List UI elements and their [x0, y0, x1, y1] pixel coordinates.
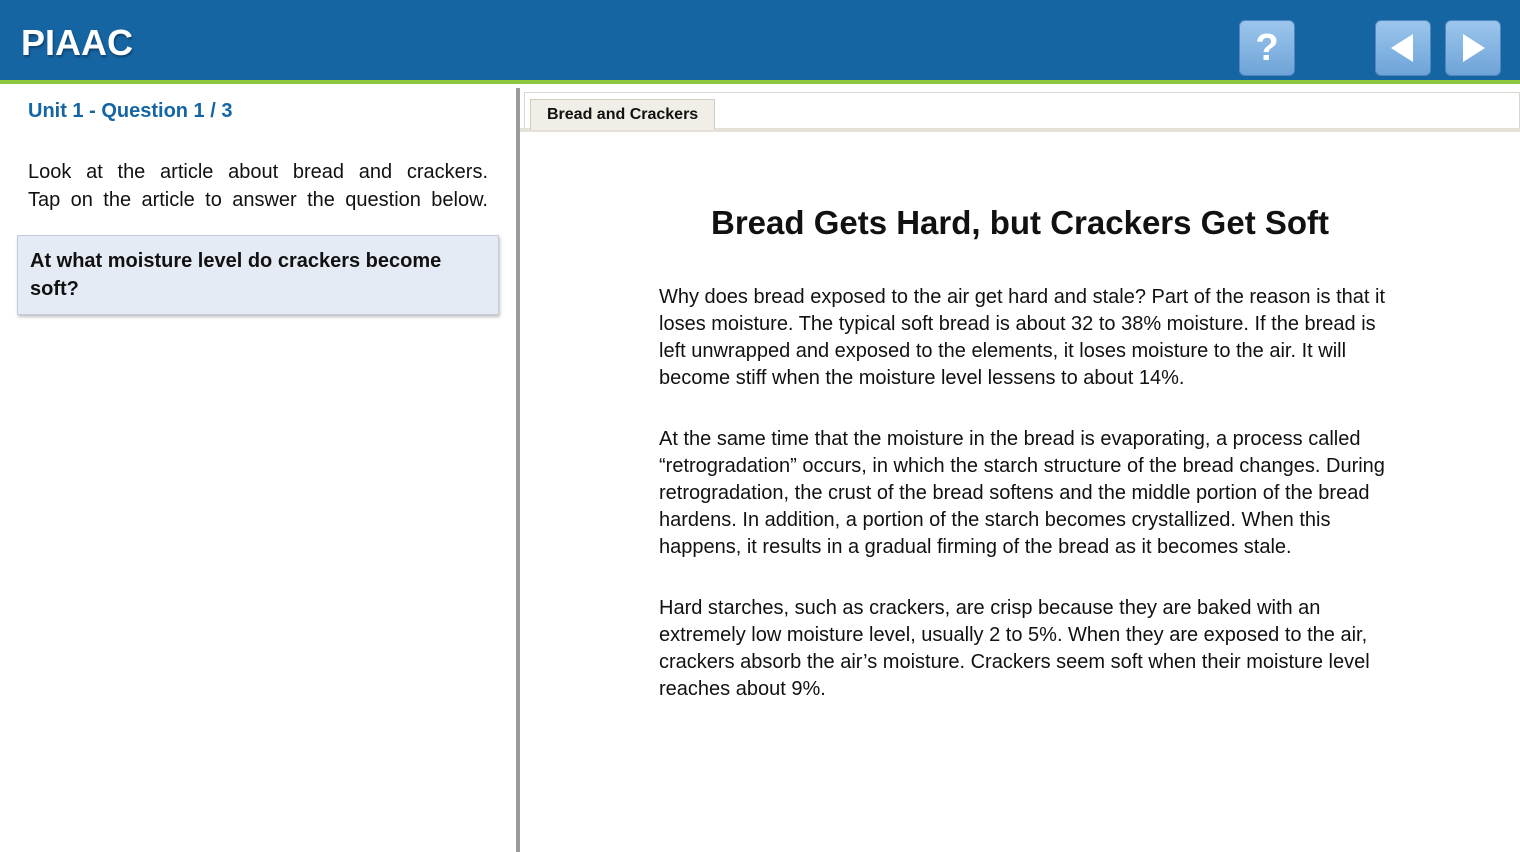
question-counter: Unit 1 - Question 1 / 3 — [28, 100, 233, 122]
article-paragraph[interactable]: At the same time that the moisture in the bread is evaporating, a process called “retrogradation” occurs, in which the starch structure of the bread changes. During retrogradation, the crust of the bread softens and the middle portion of the bread hardens. In addition, a portion of the starch becomes crystallized. When this happens, it results in a gradual firming of the bread as it becomes stale. — [659, 428, 1385, 558]
top-bar — [0, 0, 1520, 84]
article-paragraph[interactable]: Hard starches, such as crackers, are crisp because they are baked with an extremely low moisture level, usually 2 to 5%. When they are exposed to the air, crackers absorb the air’s moisture. Crackers seem soft when their moisture level reaches about 9%. — [659, 597, 1370, 700]
question-mark-icon: ? — [1255, 27, 1279, 69]
article-body[interactable] — [659, 284, 1389, 737]
instruction-line: Tap on the article to answer the question below. — [28, 189, 488, 211]
next-button[interactable] — [1445, 20, 1501, 76]
tab-strip — [520, 88, 1520, 132]
help-button[interactable] — [1239, 20, 1295, 76]
left-arrow-icon — [1386, 31, 1420, 65]
question-text: At what moisture level do crackers become soft? — [30, 250, 442, 300]
instructions — [28, 158, 488, 214]
article-title[interactable]: Bread Gets Hard, but Crackers Get Soft — [710, 204, 1329, 241]
article-paragraph[interactable]: Why does bread exposed to the air get hard and stale? Part of the reason is that it loses moisture. The typical soft bread is about 32 to 38% moisture. If the bread is left unwrapped and exposed to the elements, it loses moisture to the air. It will become stiff when the moisture level lessens to about 14%. — [659, 286, 1385, 389]
question-box — [17, 235, 499, 315]
previous-button[interactable] — [1375, 20, 1431, 76]
piaac-logo: PIAAC — [21, 22, 134, 63]
instruction-line: Look at the article about bread and crackers. — [28, 161, 488, 183]
question-panel — [0, 88, 516, 852]
right-arrow-icon — [1456, 31, 1490, 65]
tab-bread-and-crackers[interactable]: Bread and Crackers — [530, 99, 715, 130]
stimulus-panel — [520, 88, 1520, 852]
